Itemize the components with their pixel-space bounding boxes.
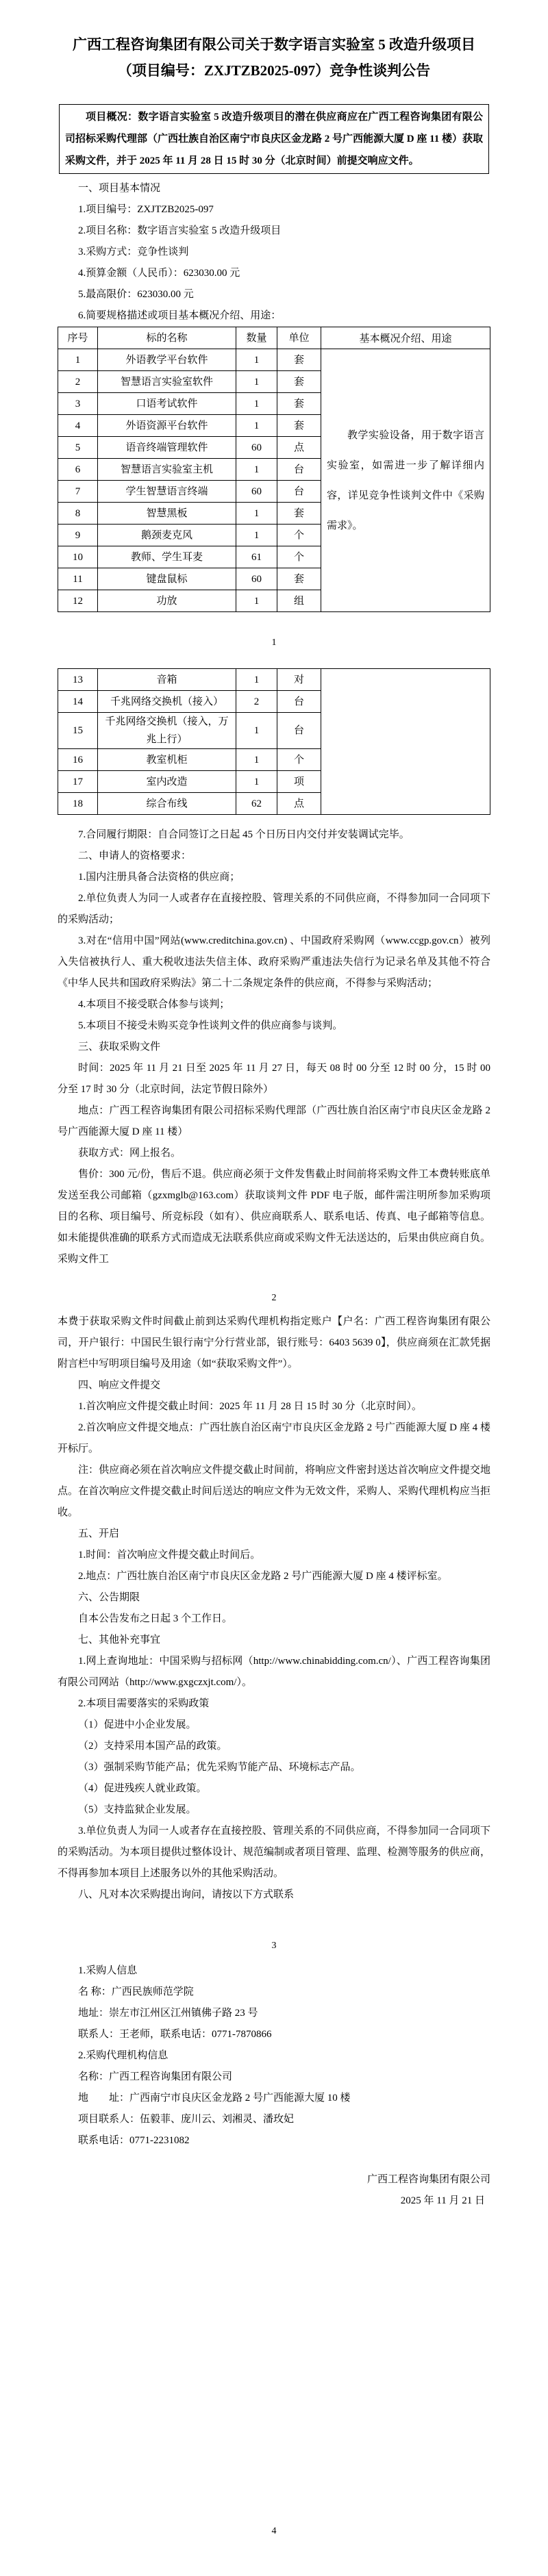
paragraph: 3.单位负责人为同一人或者存在直接控股、管理关系的不同供应商，不得参加同一合同项下的采购活动。为本项目提供过整体设计、规范编制或者项目管理、监理、检测等服务的供应商，不得再参加本项目上述服务以外的其他采购活动。 <box>58 1826 490 1879</box>
table-overview-note: 教学实验设备，用于数字语言实验室，如需进一步了解详细内容，详见竞争性谈判文件中《采购需求》。 <box>327 429 484 531</box>
cell-name: 教室机柜 <box>98 749 236 771</box>
cell-name: 智慧语言实验室软件 <box>98 371 236 393</box>
table-overview-empty-cell <box>321 669 490 814</box>
items-table-part-2 <box>58 668 490 815</box>
signature-date: 2025 年 11 月 21 日 <box>400 2195 485 2206</box>
body-section-page-2-3 <box>58 1311 490 1906</box>
cell-name: 外语教学平台软件 <box>98 349 236 371</box>
table-row <box>58 669 321 691</box>
cell-no: 18 <box>58 793 98 815</box>
paragraph: 4.预算金额（人民币）：623030.00 元 <box>78 268 240 279</box>
cell-qty: 1 <box>236 771 277 793</box>
cell-no: 3 <box>58 393 98 415</box>
paragraph: 2.单位负责人为同一人或者存在直接控股、管理关系的不同供应商，不得参加同一合同项下的采购活动； <box>58 893 490 925</box>
paragraph: 4.本项目不接受联合体参与谈判； <box>78 999 230 1010</box>
paragraph: 名 称：广西民族师范学院 <box>78 1986 194 1997</box>
paragraph: 八、凡对本次采购提出询问，请按以下方式联系 <box>78 1889 295 1900</box>
intro-section <box>58 178 490 327</box>
table-row <box>58 415 321 437</box>
paragraph: （1）促进中小企业发展。 <box>78 1719 197 1730</box>
paragraph: 七、其他补充事宜 <box>78 1634 161 1645</box>
table-header-row <box>58 327 321 349</box>
signature-org: 广西工程咨询集团有限公司 <box>366 2174 490 2185</box>
cell-no: 14 <box>58 691 98 713</box>
paragraph: 2.项目名称：数字语言实验室 5 改造升级项目 <box>78 225 282 236</box>
cell-unit: 点 <box>277 793 321 815</box>
cell-qty: 1 <box>236 525 277 546</box>
paragraph: 2.地点：广西壮族自治区南宁市良庆区金龙路 2 号广西能源大厦 D 座 4 楼评标室。 <box>78 1571 448 1582</box>
table-row <box>58 691 321 713</box>
cell-no: 16 <box>58 749 98 771</box>
cell-no: 15 <box>58 713 98 749</box>
paragraph: 7.合同履行期限：自合同签订之日起 45 个日历日内交付并安装调试完毕。 <box>78 829 410 840</box>
table-row <box>58 393 321 415</box>
paragraph: 获取方式：网上报名。 <box>78 1148 182 1159</box>
cell-no: 17 <box>58 771 98 793</box>
paragraph: 项目联系人：伍毅菲、庞川云、刘湘灵、潘玫妃 <box>78 2114 295 2125</box>
cell-qty: 1 <box>236 415 277 437</box>
table-row <box>58 546 321 568</box>
page-number-4: 4 <box>271 2526 277 2536</box>
cell-qty: 61 <box>236 546 277 568</box>
cell-name: 千兆网络交换机（接入，万兆上行） <box>98 713 236 749</box>
table-row <box>58 371 321 393</box>
cell-unit: 台 <box>277 459 321 481</box>
cell-unit: 点 <box>277 437 321 459</box>
cell-no: 2 <box>58 371 98 393</box>
table-row <box>58 459 321 481</box>
cell-name: 学生智慧语言终端 <box>98 481 236 503</box>
paragraph: 二、申请人的资格要求： <box>78 850 192 861</box>
paragraph: （5）支持监狱企业发展。 <box>78 1804 197 1815</box>
cell-name: 键盘鼠标 <box>98 568 236 590</box>
cell-qty: 1 <box>236 713 277 749</box>
paragraph: 本费于获取采购文件时间截止前到达采购代理机构指定账户【户名：广西工程咨询集团有限公司，开户银行：中国民生银行南宁分行营业部，银行账号：6403 5639 0】，供应商须在汇款凭据附言栏中写明项目编号及用途（如“获取采购文件”）。 <box>58 1316 490 1369</box>
paragraph: 地 址：广西南宁市良庆区金龙路 2 号广西能源大厦 10 楼 <box>78 2093 351 2104</box>
cell-unit: 套 <box>277 371 321 393</box>
cell-no: 10 <box>58 546 98 568</box>
table-row <box>58 771 321 793</box>
cell-no: 13 <box>58 669 98 691</box>
paragraph: 地址：崇左市江州区江州镇佛子路 23 号 <box>78 2008 258 2019</box>
paragraph: 1.项目编号：ZXJTZB2025-097 <box>78 204 214 215</box>
cell-no: 1 <box>58 349 98 371</box>
cell-name: 音箱 <box>98 669 236 691</box>
paragraph: 联系电话：0771-2231082 <box>78 2135 190 2146</box>
cell-qty: 60 <box>236 481 277 503</box>
paragraph: 时间：2025 年 11 月 21 日至 2025 年 11 月 27 日，每天 08 时 00 分至 12 时 00 分，15 时 00 分至 17 时 30 分（北京时间，法定节假日除外） <box>58 1063 490 1095</box>
table-row <box>58 503 321 525</box>
cell-unit: 个 <box>277 525 321 546</box>
page-number-3: 3 <box>271 1941 277 1951</box>
paragraph: 售价：300 元/份，售后不退。供应商必须于文件发售截止时间前将采购文件工本费转账底单发送至我公司邮箱（gzxmglb@163.com）获取谈判文件 PDF 电子版，邮件需注明所参加采购项目的名称、项目编号、所竞标段（如有）、供应商联系人、联系电话、传真、电子邮箱等信息。如未能提供准确的联系方式而造成无法联系供应商或采购文件无法送达的，后果由供应商自负。采购文件工 <box>58 1169 490 1265</box>
paragraph: 2.本项目需要落实的采购政策 <box>78 1698 210 1709</box>
cell-no: 6 <box>58 459 98 481</box>
table-row <box>58 590 321 612</box>
paragraph: 1.首次响应文件提交截止时间：2025 年 11 月 28 日 15 时 30 分（北京时间）。 <box>78 1401 422 1412</box>
cell-no: 11 <box>58 568 98 590</box>
cell-qty: 1 <box>236 749 277 771</box>
cell-name: 室内改造 <box>98 771 236 793</box>
items-table-left-part-2 <box>58 668 321 815</box>
paragraph: （3）强制采购节能产品；优先采购节能产品、环境标志产品。 <box>78 1762 361 1773</box>
cell-name: 教师、学生耳麦 <box>98 546 236 568</box>
cell-no: 8 <box>58 503 98 525</box>
table-row <box>58 481 321 503</box>
paragraph: 5.最高限价：623030.00 元 <box>78 289 194 300</box>
cell-no: 5 <box>58 437 98 459</box>
cell-unit: 项 <box>277 771 321 793</box>
cell-unit: 个 <box>277 749 321 771</box>
cell-name: 口语考试软件 <box>98 393 236 415</box>
table-row <box>58 749 321 771</box>
page-number-1: 1 <box>271 637 277 648</box>
paragraph: 1.国内注册具备合法资格的供应商； <box>78 872 240 883</box>
paragraph: 1.网上查询地址：中国采购与招标网（http://www.chinabidding.com.cn/）、广西工程咨询集团有限公司网站（http://www.gxgczxjt.com/）。 <box>58 1656 490 1688</box>
paragraph: 1.时间：首次响应文件提交截止时间后。 <box>78 1550 261 1561</box>
cell-unit: 套 <box>277 568 321 590</box>
items-table-left-part-1 <box>58 327 321 612</box>
cell-no: 4 <box>58 415 98 437</box>
table-row <box>58 437 321 459</box>
paragraph: 自本公告发布之日起 3 个工作日。 <box>78 1613 233 1624</box>
cell-qty: 1 <box>236 503 277 525</box>
items-table-part-1 <box>58 327 490 612</box>
table-row <box>58 525 321 546</box>
cell-name: 千兆网络交换机（接入） <box>98 691 236 713</box>
cell-unit: 套 <box>277 393 321 415</box>
paragraph: 注：供应商必须在首次响应文件提交截止时间前，将响应文件密封送达首次响应文件提交地点。在首次响应文件提交截止时间后送达的响应文件为无效文件，采购人、采购代理机构应当拒收。 <box>58 1465 490 1518</box>
header-cell-name: 标的名称 <box>98 327 236 349</box>
cell-unit: 对 <box>277 669 321 691</box>
cell-no: 12 <box>58 590 98 612</box>
cell-unit: 套 <box>277 503 321 525</box>
paragraph: 3.对在“信用中国”网站(www.creditchina.gov.cn) 、中国政府采购网（www.ccgp.gov.cn）被列入失信被执行人、重大税收违法失信主体、政府采购严重违法失信行为记录名单及其他不符合《中华人民共和国政府采购法》第二十二条规定条件的供应商，不得参与采购活动； <box>58 935 490 989</box>
cell-qty: 1 <box>236 459 277 481</box>
cell-qty: 1 <box>236 371 277 393</box>
cell-no: 7 <box>58 481 98 503</box>
cell-unit: 台 <box>277 691 321 713</box>
header-cell-overview: 基本概况介绍、用途 <box>321 327 490 349</box>
paragraph: 2.采购代理机构信息 <box>78 2050 169 2061</box>
paragraph: 3.采购方式：竞争性谈判 <box>78 247 189 257</box>
project-overview-text: 项目概况：数字语言实验室 5 改造升级项目的潜在供应商应在广西工程咨询集团有限公司招标采购代理部（广西壮族自治区南宁市良庆区金龙路 2 号广西能源大厦 D 座 11 楼）获取采购文件，并于 2025 年 11 月 28 日 15 时 30 分（北京时间）前提交响应文件。 <box>65 112 484 166</box>
project-overview-box <box>59 104 489 174</box>
cell-unit: 台 <box>277 481 321 503</box>
cell-unit: 套 <box>277 415 321 437</box>
document-title-line-2: （项目编号：ZXJTZB2025-097）竞争性谈判公告 <box>117 62 431 79</box>
cell-qty: 60 <box>236 437 277 459</box>
cell-name: 综合布线 <box>98 793 236 815</box>
body-section-page-1-2 <box>58 824 490 1270</box>
cell-unit: 组 <box>277 590 321 612</box>
paragraph: 名称：广西工程咨询集团有限公司 <box>78 2071 233 2082</box>
paragraph: 2.首次响应文件提交地点：广西壮族自治区南宁市良庆区金龙路 2 号广西能源大厦 D 座 4 楼开标厅。 <box>58 1422 490 1454</box>
table-row <box>58 793 321 815</box>
table-overview-column-empty <box>321 668 490 815</box>
table-overview-merged-cell <box>321 349 490 611</box>
paragraph: 联系人：王老师，联系电话：0771-7870866 <box>78 2029 272 2040</box>
header-cell-unit: 单位 <box>277 327 321 349</box>
cell-unit: 台 <box>277 713 321 749</box>
cell-qty: 62 <box>236 793 277 815</box>
cell-name: 鹅颈麦克风 <box>98 525 236 546</box>
cell-name: 外语资源平台软件 <box>98 415 236 437</box>
paragraph: （2）支持采用本国产品的政策。 <box>78 1741 227 1752</box>
table-row <box>58 568 321 590</box>
paragraph: 四、响应文件提交 <box>78 1380 161 1391</box>
paragraph: 五、开启 <box>78 1528 120 1539</box>
cell-no: 9 <box>58 525 98 546</box>
cell-qty: 1 <box>236 590 277 612</box>
paragraph: 1.采购人信息 <box>78 1965 138 1976</box>
document-title <box>58 31 490 84</box>
cell-qty: 1 <box>236 349 277 371</box>
header-cell-qty: 数量 <box>236 327 277 349</box>
cell-name: 智慧黑板 <box>98 503 236 525</box>
table-overview-column <box>321 327 490 612</box>
paragraph: 一、项目基本情况 <box>78 183 161 194</box>
cell-name: 智慧语言实验室主机 <box>98 459 236 481</box>
cell-unit: 个 <box>277 546 321 568</box>
cell-name: 功放 <box>98 590 236 612</box>
paragraph: 6.简要规格描述或项目基本概况介绍、用途： <box>78 310 282 321</box>
cell-qty: 1 <box>236 393 277 415</box>
header-cell-no: 序号 <box>58 327 98 349</box>
paragraph: 三、获取采购文件 <box>78 1041 161 1052</box>
paragraph: 六、公告期限 <box>78 1592 140 1603</box>
cell-qty: 2 <box>236 691 277 713</box>
paragraph: 5.本项目不接受未购买竞争性谈判文件的供应商参与谈判。 <box>78 1020 343 1031</box>
cell-unit: 套 <box>277 349 321 371</box>
table-row <box>58 713 321 749</box>
paragraph: 地点：广西工程咨询集团有限公司招标采购代理部（广西壮族自治区南宁市良庆区金龙路 2 号广西能源大厦 D 座 11 楼） <box>58 1105 490 1137</box>
page-number-2: 2 <box>271 1293 277 1303</box>
cell-name: 语音终端管理软件 <box>98 437 236 459</box>
paragraph: （4）促进残疾人就业政策。 <box>78 1783 207 1794</box>
contact-section <box>58 1960 490 2151</box>
table-row <box>58 349 321 371</box>
document-title-line-1: 广西工程咨询集团有限公司关于数字语言实验室 5 改造升级项目 <box>73 36 475 53</box>
cell-qty: 60 <box>236 568 277 590</box>
cell-qty: 1 <box>236 669 277 691</box>
